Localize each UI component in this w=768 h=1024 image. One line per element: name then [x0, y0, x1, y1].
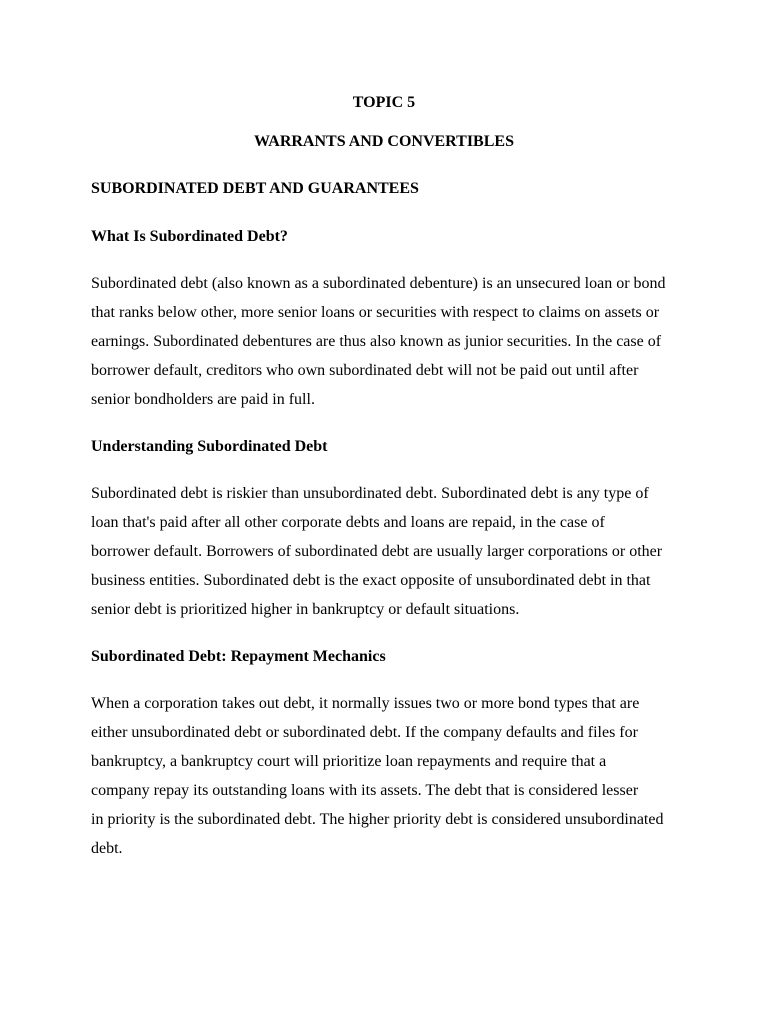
paragraph-line: debt. [91, 840, 123, 857]
paragraph-line: borrower default. Borrowers of subordinated debt are usually larger corporations or other [91, 543, 663, 560]
paragraph-line: either unsubordinated debt or subordinated debt. If the company defaults and files for [91, 724, 638, 741]
paragraph-line: When a corporation takes out debt, it normally issues two or more bond types that are [91, 695, 640, 712]
subheading-understanding-subordinated-debt: Understanding Subordinated Debt [91, 438, 328, 455]
paragraph-what-is-subordinated-debt [91, 269, 691, 414]
paragraph-line: borrower default, creditors who own subordinated debt will not be paid out until after [91, 362, 639, 379]
subheading-what-is-subordinated-debt: What Is Subordinated Debt? [91, 228, 288, 245]
paragraph-line: Subordinated debt (also known as a subordinated debenture) is an unsecured loan or bond [91, 275, 666, 292]
document-title: WARRANTS AND CONVERTIBLES [254, 133, 514, 150]
paragraph-line: earnings. Subordinated debentures are thus also known as junior securities. In the case of [91, 333, 662, 350]
paragraph-line: bankruptcy, a bankruptcy court will prioritize loan repayments and require that a [91, 753, 607, 770]
section-heading: SUBORDINATED DEBT AND GUARANTEES [91, 180, 419, 197]
topic-heading: TOPIC 5 [352, 94, 416, 111]
paragraph-line: in priority is the subordinated debt. The higher priority debt is considered unsubordinated [91, 811, 664, 828]
paragraph-line: business entities. Subordinated debt is the exact opposite of unsubordinated debt in that [91, 572, 651, 589]
paragraph-line: company repay its outstanding loans with its assets. The debt that is considered lesser [91, 782, 639, 799]
paragraph-repayment-mechanics [91, 689, 691, 863]
paragraph-understanding-subordinated-debt [91, 479, 691, 624]
paragraph-line: senior bondholders are paid in full. [91, 391, 315, 408]
subheading-repayment-mechanics: Subordinated Debt: Repayment Mechanics [91, 648, 386, 665]
paragraph-line: senior debt is prioritized higher in bankruptcy or default situations. [91, 601, 520, 618]
paragraph-line: Subordinated debt is riskier than unsubordinated debt. Subordinated debt is any type of [91, 485, 649, 502]
paragraph-line: that ranks below other, more senior loans or securities with respect to claims on assets or [91, 304, 660, 321]
paragraph-line: loan that's paid after all other corporate debts and loans are repaid, in the case of [91, 514, 605, 531]
